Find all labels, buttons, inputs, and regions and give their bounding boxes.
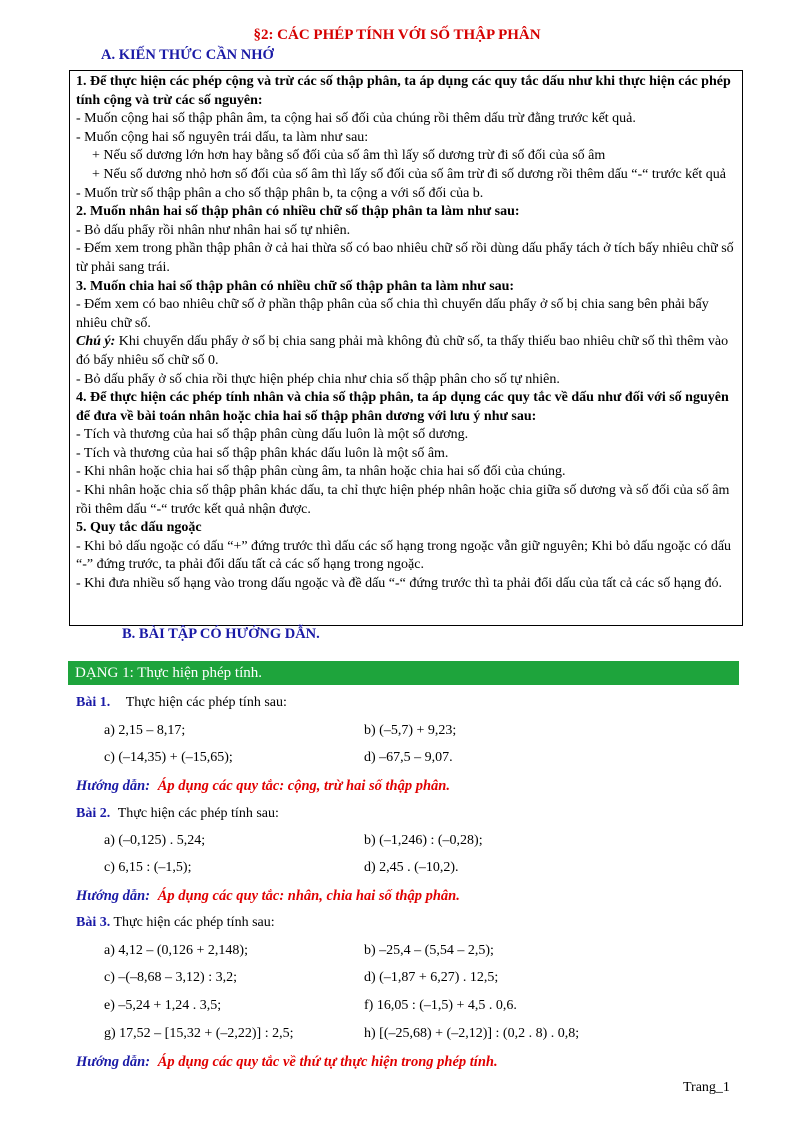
exercise-item: c) 6,15 : (–1,5); [104, 860, 192, 875]
exercise-1-heading [76, 695, 287, 711]
exercise-label: Bài 2. [76, 806, 111, 821]
exercise-item: e) –5,24 + 1,24 . 3,5; [104, 998, 222, 1013]
rule-text: - Khi đưa nhiều số hạng vào trong dấu ngoặc và đề dấu “-“ đứng trước thì ta phải đổi dấu của tất cả các số hạng đó. [76, 576, 722, 592]
rule-text: - Muốn trừ số thập phân a cho số thập phân b, ta cộng a với số đối của b. [76, 185, 484, 201]
exercise-item: c) –(–8,68 – 3,12) : 3,2; [104, 970, 237, 985]
exercise-2-heading [76, 806, 279, 822]
rule-5-heading: 5. Quy tắc dấu ngoặc [76, 520, 202, 536]
rule-1-heading: 1. Để thực hiện các phép cộng và trừ các số thập phân, ta áp dụng các quy tắc dấu như khi thực hiện các phép tính cộng và trừ các số nguyên: [76, 74, 731, 108]
exercise-item: b) (–5,7) + 9,23; [364, 723, 457, 738]
rule-text: - Đếm xem trong phần thập phân ở cả hai thừa số có bao nhiêu chữ số rồi dùng dấu phẩy tách ở tích bấy nhiêu chữ số từ phải sang trái. [76, 241, 734, 275]
rule-text: - Đếm xem có bao nhiêu chữ số ở phần thập phân của số chia thì chuyển dấu phẩy ở số bị chia sang bên phải bấy nhiêu chữ số. [76, 297, 709, 331]
section-b-heading: B. BÀI TẬP CÓ HƯỚNG DẪN. [122, 626, 320, 642]
rule-text: - Khi nhân hoặc chia hai số thập phân cùng âm, ta nhân hoặc chia hai số đối của chúng. [76, 464, 566, 480]
note-label: Chú ý: [76, 334, 116, 350]
note-paragraph [76, 333, 736, 370]
hint-3 [76, 1054, 498, 1071]
exercise-item: d) –67,5 – 9,07. [364, 750, 453, 765]
exercise-text: Thực hiện các phép tính sau: [117, 806, 279, 821]
page-title: §2: CÁC PHÉP TÍNH VỚI SỐ THẬP PHÂN [253, 27, 541, 43]
exercise-item: c) (–14,35) + (–15,65); [104, 750, 233, 765]
exercise-text: Thực hiện các phép tính sau: [125, 695, 287, 710]
type-1-banner: DẠNG 1: Thực hiện phép tính. [68, 661, 739, 685]
exercise-item: a) (–0,125) . 5,24; [104, 833, 206, 848]
rule-3-heading: 3. Muốn chia hai số thập phân có nhiều chữ số thập phân ta làm như sau: [76, 278, 515, 294]
rule-text: - Muốn cộng hai số thập phân âm, ta cộng hai số đối của chúng rồi thêm dấu trừ đằng trước kết quả. [76, 111, 636, 127]
rule-4-heading: 4. Để thực hiện các phép tính nhân và chia số thập phân, ta áp dụng các quy tắc về dấu như đối với số nguyên để đưa về bài toán nhân hoặc chia hai số thập phân dương với lưu ý như sau: [76, 390, 729, 424]
exercise-item: g) 17,52 – [15,32 + (–2,22)] : 2,5; [104, 1026, 294, 1041]
exercise-item: f) 16,05 : (–1,5) + 4,5 . 0,6. [364, 998, 517, 1013]
hint-text: Áp dụng các quy tắc: cộng, trừ hai số thập phân. [157, 778, 450, 794]
rule-text: - Tích và thương của hai số thập phân cùng dấu luôn là một số dương. [76, 427, 469, 443]
exercise-item: h) [(–25,68) + (–2,12)] : (0,2 . 8) . 0,8; [364, 1026, 580, 1041]
section-a-heading: A. KIẾN THỨC CẦN NHỚ [101, 47, 274, 63]
hint-label: Hướng dẫn: [76, 1054, 151, 1070]
exercise-item: d) (–1,87 + 6,27) . 12,5; [364, 970, 499, 985]
hint-2 [76, 888, 460, 905]
hint-label: Hướng dẫn: [76, 778, 151, 794]
note-text: Khi chuyển dấu phẩy ở số bị chia sang phải mà không đủ chữ số, ta thấy thiếu bao nhiêu chữ số thì thêm vào đó bấy nhiêu số chữ số 0. [76, 334, 729, 368]
hint-1 [76, 778, 450, 795]
exercise-item: a) 2,15 – 8,17; [104, 723, 186, 738]
rule-text: - Bỏ dấu phẩy ở số chia rồi thực hiện phép chia như chia số thập phân cho số tự nhiên. [76, 371, 560, 387]
hint-text: Áp dụng các quy tắc về thứ tự thực hiện trong phép tính. [157, 1054, 498, 1070]
rule-text: - Khi bỏ dấu ngoặc có dấu “+” đứng trước thì dấu các số hạng trong ngoặc vẫn giữ nguyên; Khi bỏ dấu ngoặc có dấu “-” đứng trước, ta phải đổi dấu tất cả các số hạng trong ngoặc. [76, 538, 732, 573]
rule-text: + Nếu số dương nhỏ hơn số đối của số âm thì lấy số đối của số âm trừ đi số dương rồi thêm dấu “-“ trước kết quả [92, 166, 726, 182]
rule-text: - Muốn cộng hai số nguyên trái dấu, ta làm như sau: [76, 129, 369, 145]
page-number: Trang_1 [683, 1080, 730, 1095]
hint-label: Hướng dẫn: [76, 888, 151, 904]
exercise-3-heading [76, 915, 275, 931]
knowledge-box [69, 70, 743, 626]
exercise-item: a) 4,12 – (0,126 + 2,148); [104, 943, 248, 958]
exercise-item: b) (–1,246) : (–0,28); [364, 833, 483, 848]
exercise-label: Bài 1. [76, 695, 111, 710]
rule-text: + Nếu số dương lớn hơn hay bằng số đối của số âm thì lấy số dương trừ đi số đối của số âm [92, 148, 606, 164]
rule-text: - Tích và thương của hai số thập phân khác dấu luôn là một số âm. [76, 445, 449, 461]
exercise-text: Thực hiện các phép tính sau: [113, 915, 275, 930]
rule-2-heading: 2. Muốn nhân hai số thập phân có nhiều chữ số thập phân ta làm như sau: [76, 204, 520, 220]
rule-text: - Bỏ dấu phẩy rồi nhân như nhân hai số tự nhiên. [76, 222, 351, 238]
exercise-item: d) 2,45 . (–10,2). [364, 860, 459, 875]
rule-text: - Khi nhân hoặc chia số thập phân khác dấu, ta chỉ thực hiện phép nhân hoặc chia giữa số dương và số đối của số âm rồi thêm dấu “-“ trước kết quả nhận được. [76, 483, 730, 517]
exercise-item: b) –25,4 – (5,54 – 2,5); [364, 943, 494, 958]
exercise-label: Bài 3. [76, 915, 111, 930]
hint-text: Áp dụng các quy tắc: nhân, chia hai số thập phân. [157, 888, 460, 904]
